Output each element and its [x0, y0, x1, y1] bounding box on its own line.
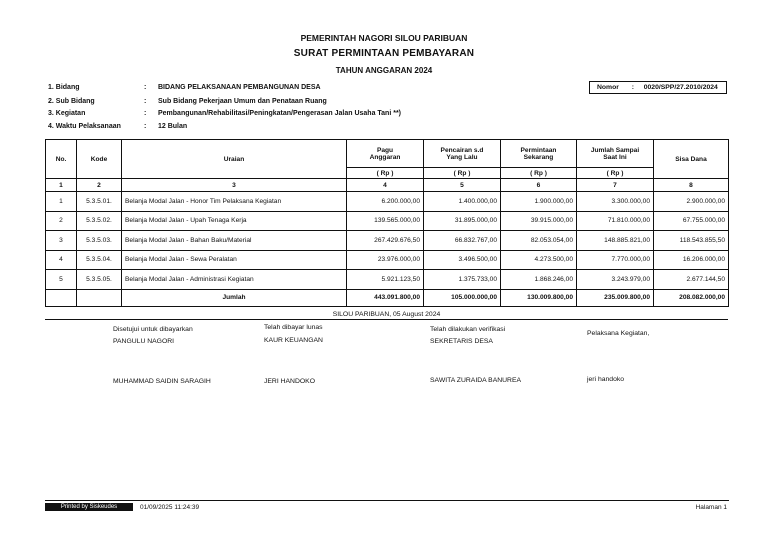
header-pencairan: [424, 140, 501, 168]
row-no: 2: [46, 211, 77, 231]
info-label-waktu: 4. Waktu Pelaksanaan: [48, 123, 121, 130]
row-no: 4: [46, 250, 77, 270]
header-sisa: Sisa Dana: [654, 140, 729, 179]
sig-name-pangulu: MUHAMMAD SAIDIN SARAGIH: [113, 378, 211, 385]
row-sisa: 16.206.000,00: [654, 250, 729, 270]
sig-caption-paid: Telah dibayar lunas: [264, 324, 323, 331]
col-number: 4: [347, 179, 424, 192]
row-pencairan: 1.375.733,00: [424, 270, 501, 290]
document-title: SURAT PERMINTAAN PEMBAYARAN: [293, 48, 475, 59]
sig-caption-approve: Disetujui untuk dibayarkan: [113, 326, 193, 333]
col-number: 7: [577, 179, 654, 192]
info-value-sub-bidang: Sub Bidang Pekerjaan Umum dan Penataan Ruang: [158, 98, 327, 105]
col-number: 2: [77, 179, 122, 192]
fiscal-year: TAHUN ANGGARAN 2024: [335, 66, 433, 75]
info-label-bidang: 1. Bidang: [48, 84, 80, 91]
row-permintaan: 1.868.246,00: [501, 270, 577, 290]
header-jumlah-line1: Jumlah Sampai: [590, 146, 640, 154]
row-permintaan: 4.273.500,00: [501, 250, 577, 270]
row-kode: 5.3.5.02.: [77, 211, 122, 231]
info-value-bidang: BIDANG PELAKSANAAN PEMBANGUNAN DESA: [158, 84, 321, 91]
info-label-sub-bidang: 2. Sub Bidang: [48, 98, 95, 105]
total-row: [46, 289, 729, 306]
nomor-box: [589, 81, 727, 94]
header-uraian: Uraian: [122, 140, 347, 179]
unit-cell: ( Rp ): [347, 168, 424, 179]
place-date: SILOU PARIBUAN, 05 August 2024: [332, 311, 441, 318]
row-uraian: Belanja Modal Jalan - Upah Tenaga Kerja: [122, 211, 347, 231]
row-jumlah: 3.300.000,00: [577, 192, 654, 212]
row-no: 1: [46, 192, 77, 212]
col-number: 1: [46, 179, 77, 192]
sig-role-kaur: KAUR KEUANGAN: [264, 337, 323, 344]
total-jumlah: 235.009.800,00: [577, 289, 654, 306]
info-colon: :: [144, 123, 147, 130]
table-row: [46, 231, 729, 251]
row-pencairan: 1.400.000,00: [424, 192, 501, 212]
row-pencairan: 31.895.000,00: [424, 211, 501, 231]
row-no: 5: [46, 270, 77, 290]
government-title: PEMERINTAH NAGORI SILOU PARIBUAN: [300, 33, 468, 43]
sig-name-sekretaris: SAWITA ZURAIDA BANUREA: [430, 377, 522, 384]
row-pencairan: 3.496.500,00: [424, 250, 501, 270]
total-permintaan: 130.009.800,00: [501, 289, 577, 306]
row-permintaan: 39.915.000,00: [501, 211, 577, 231]
header-pencairan-line2: Yang Lalu: [446, 153, 478, 161]
total-empty: [77, 289, 122, 306]
info-label-kegiatan: 3. Kegiatan: [48, 110, 86, 117]
info-colon: :: [144, 98, 147, 105]
row-sisa: 2.900.000,00: [654, 192, 729, 212]
header-jumlah: [577, 140, 654, 168]
row-pagu: 267.429.676,50: [347, 231, 424, 251]
header-pagu-line1: Pagu: [376, 146, 394, 154]
row-no: 3: [46, 231, 77, 251]
nomor-colon: :: [631, 84, 634, 91]
row-jumlah: 7.770.000,00: [577, 250, 654, 270]
sig-name-kaur: JERI HANDOKO: [264, 378, 315, 385]
unit-cell: ( Rp ): [577, 168, 654, 179]
header-pencairan-line1: Pencairan s.d: [440, 146, 484, 154]
row-kode: 5.3.5.01.: [77, 192, 122, 212]
row-uraian: Belanja Modal Jalan - Honor Tim Pelaksana Kegiatan: [122, 192, 347, 212]
row-pencairan: 66.832.767,00: [424, 231, 501, 251]
row-pagu: 5.921.123,50: [347, 270, 424, 290]
header-jumlah-line2: Saat Ini: [603, 153, 627, 161]
info-value-kegiatan: Pembangunan/Rehabilitasi/Peningkatan/Pengerasan Jalan Usaha Tani **): [158, 110, 401, 117]
info-colon: :: [144, 84, 147, 91]
header-permintaan-line1: Permintaan: [520, 146, 557, 154]
row-permintaan: 1.900.000,00: [501, 192, 577, 212]
total-label: Jumlah: [122, 289, 347, 306]
total-empty: [46, 289, 77, 306]
header-permintaan: [501, 140, 577, 168]
total-pagu: 443.091.800,00: [347, 289, 424, 306]
nomor-value: 0020/SPP/27.2010/2024: [643, 84, 718, 91]
nomor-label: Nomor: [597, 84, 619, 91]
row-jumlah: 148.885.821,00: [577, 231, 654, 251]
col-number: 5: [424, 179, 501, 192]
row-pagu: 139.565.000,00: [347, 211, 424, 231]
row-sisa: 118.543.855,50: [654, 231, 729, 251]
row-jumlah: 3.243.979,00: [577, 270, 654, 290]
col-number: 8: [654, 179, 729, 192]
header-kode: Kode: [77, 140, 122, 179]
table-row: [46, 211, 729, 231]
row-uraian: Belanja Modal Jalan - Administrasi Kegiatan: [122, 270, 347, 290]
header-pagu-line2: Anggaran: [369, 153, 401, 161]
row-kode: 5.3.5.05.: [77, 270, 122, 290]
row-uraian: Belanja Modal Jalan - Sewa Peralatan: [122, 250, 347, 270]
row-pagu: 6.200.000,00: [347, 192, 424, 212]
sig-role-sekretaris: SEKRETARIS DESA: [430, 338, 493, 345]
sig-role-pelaksana: Pelaksana Kegiatan,: [587, 330, 650, 337]
row-pagu: 23.976.000,00: [347, 250, 424, 270]
sig-name-pelaksana: jeri handoko: [587, 376, 625, 383]
row-sisa: 67.755.000,00: [654, 211, 729, 231]
print-datetime: 01/09/2025 11:24:39: [140, 504, 200, 511]
row-uraian: Belanja Modal Jalan - Bahan Baku/Material: [122, 231, 347, 251]
column-number-row: [46, 179, 729, 192]
table-row: [46, 192, 729, 212]
col-number: 6: [501, 179, 577, 192]
row-kode: 5.3.5.03.: [77, 231, 122, 251]
footer-line: [45, 500, 729, 501]
page-number: Halaman 1: [695, 504, 727, 511]
total-sisa: 208.082.000,00: [654, 289, 729, 306]
table-row: [46, 250, 729, 270]
header-permintaan-line2: Sekarang: [523, 153, 554, 161]
row-permintaan: 82.053.054,00: [501, 231, 577, 251]
row-jumlah: 71.810.000,00: [577, 211, 654, 231]
header-pagu: [347, 140, 424, 168]
row-sisa: 2.677.144,50: [654, 270, 729, 290]
sig-caption-verified: Telah dilakukan verifikasi: [430, 326, 506, 333]
unit-cell: ( Rp ): [501, 168, 577, 179]
payment-request-table: [45, 139, 729, 307]
unit-cell: ( Rp ): [424, 168, 501, 179]
total-pencairan: 105.000.000,00: [424, 289, 501, 306]
printed-by-badge: Printed by Siskeudes: [45, 503, 133, 511]
col-number: 3: [122, 179, 347, 192]
row-kode: 5.3.5.04.: [77, 250, 122, 270]
table-row: [46, 270, 729, 290]
info-value-waktu: 12 Bulan: [158, 123, 188, 130]
divider-line: [45, 319, 728, 320]
sig-role-pangulu: PANGULU NAGORI: [113, 338, 175, 345]
table-header-row: [46, 140, 729, 168]
info-colon: :: [144, 110, 147, 117]
header-no: No.: [46, 140, 77, 179]
